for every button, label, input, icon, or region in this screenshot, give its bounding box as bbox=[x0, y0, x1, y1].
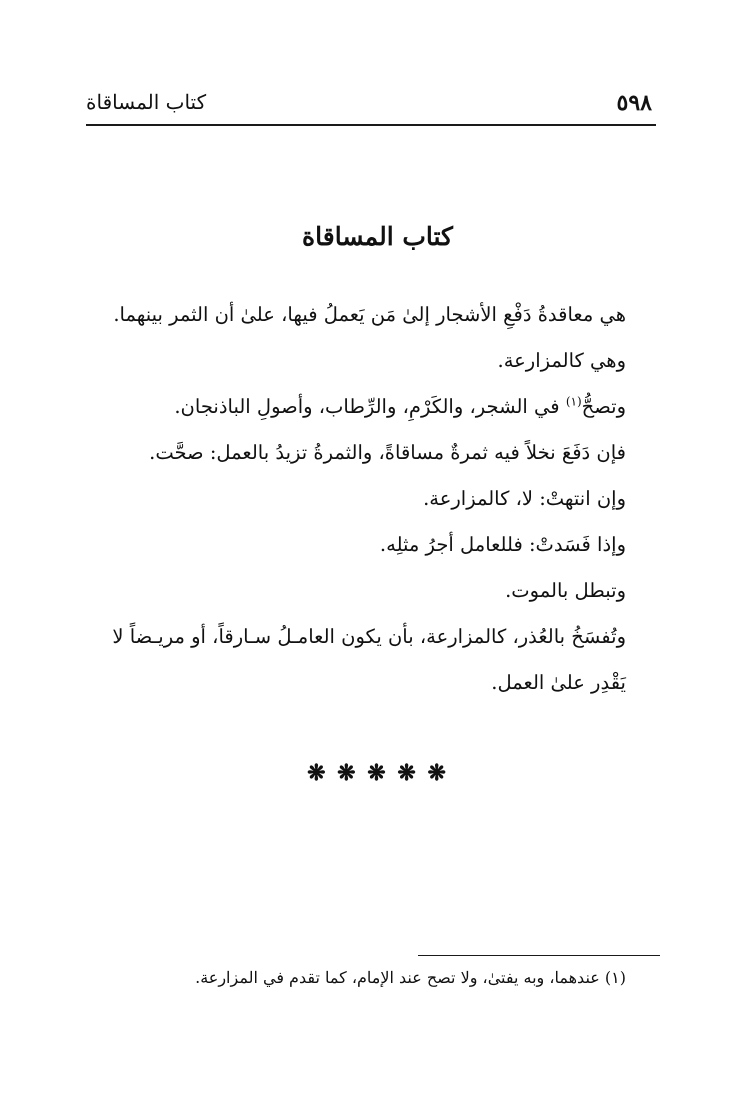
paragraph-definition: هي معاقدةُ دَفْعِ الأشجار إلىٰ مَن يَعملُ فيها، علىٰ أن الثمر بينهما. bbox=[113, 303, 626, 326]
paragraph-palm-trees: فإن دَفَعَ نخلاً فيه ثمرةٌ مساقاةً، والثمرةُ تزيدُ بالعمل: صحَّت. bbox=[149, 441, 626, 464]
page-header bbox=[86, 86, 656, 126]
paragraph-validity bbox=[86, 384, 626, 430]
paragraph-excuse: وتُفسَخُ بالعُذر، كالمزارعة، بأن يكون العامـلُ سـارقاً، أو مريـضاً لا يَقْدِر علىٰ العمل. bbox=[112, 625, 626, 694]
running-title: كتاب المساقاة bbox=[86, 90, 207, 114]
paragraph-comparison: وهي كالمزارعة. bbox=[497, 349, 626, 372]
paragraph-death: وتبطل بالموت. bbox=[505, 579, 626, 602]
footnote-divider bbox=[418, 955, 660, 956]
body-text bbox=[86, 292, 626, 706]
separator-stars: ❋ ❋ ❋ ❋ ❋ bbox=[307, 760, 448, 786]
paragraph-validity-end: في الشجر، والكَرْمِ، والرِّطاب، وأصولِ الباذنجان. bbox=[174, 395, 566, 418]
footnote-reference: (١) bbox=[565, 394, 582, 409]
footnote: (١) عندهما، وبه يفتىٰ، ولا تصح عند الإمام، كما تقدم في المزارعة. bbox=[195, 968, 626, 987]
paragraph-invalid: وإذا فَسَدتْ: فللعامل أجرُ مثلِه. bbox=[379, 533, 626, 556]
paragraph-ended: وإن انتهتْ: لا، كالمزارعة. bbox=[423, 487, 626, 510]
chapter-title: كتاب المساقاة bbox=[302, 222, 453, 251]
paragraph-validity-start: وتصحُّ bbox=[581, 395, 626, 418]
page-number: ٥٩٨ bbox=[616, 90, 652, 116]
